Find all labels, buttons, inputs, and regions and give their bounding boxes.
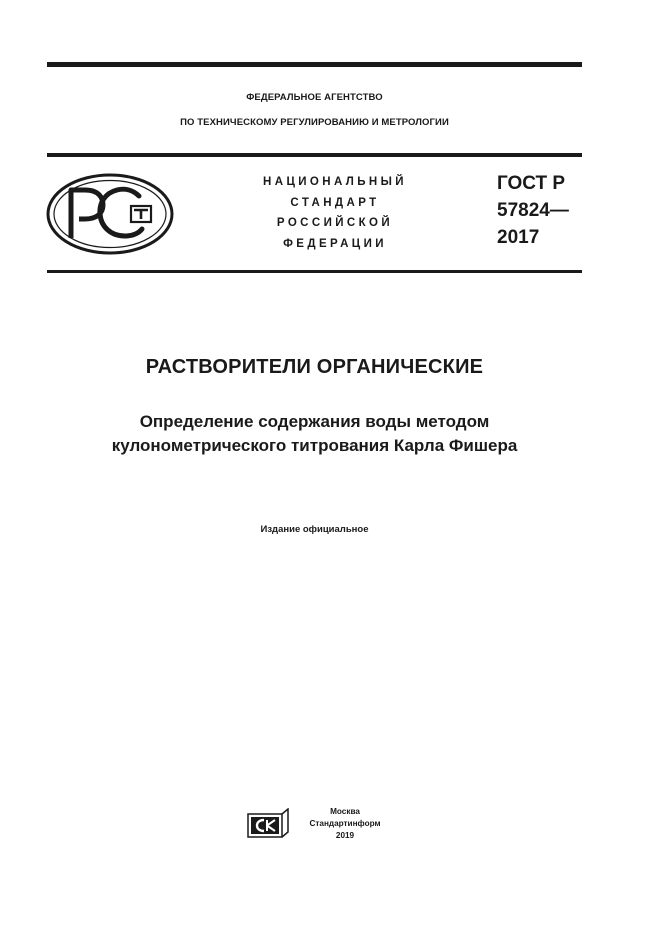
publication-year: 2019	[335, 831, 355, 840]
document-title: РАСТВОРИТЕЛИ ОРГАНИЧЕСКИЕ	[145, 356, 484, 378]
standard-kind-line: СТАНДАРТ	[290, 196, 380, 209]
top-rule	[47, 62, 582, 67]
standartinform-logo-icon	[247, 808, 289, 838]
agency-name-line-2: ПО ТЕХНИЧЕСКОМУ РЕГУЛИРОВАНИЮ И МЕТРОЛОГИИ	[180, 117, 449, 128]
standard-number-line: 57824—	[497, 200, 569, 221]
publisher-city: Москва	[330, 807, 360, 816]
standard-number	[497, 170, 569, 251]
standard-kind-line: РОССИЙСКОЙ	[276, 217, 394, 229]
standard-kind	[230, 172, 440, 254]
document-subtitle-line: кулонометрического титрования Карла Фишера	[111, 436, 518, 455]
document-subtitle	[47, 410, 582, 458]
agency-name-line-1: ФЕДЕРАЛЬНОЕ АГЕНТСТВО	[246, 92, 383, 103]
standard-kind-line: ФЕДЕРАЦИИ	[283, 237, 387, 250]
publisher-name: Стандартинформ	[309, 819, 381, 828]
edition-label: Издание официальное	[260, 524, 369, 535]
standard-number-line: 2017	[497, 227, 540, 248]
standard-number-line: ГОСТ Р	[497, 173, 566, 194]
standard-kind-line: НАЦИОНАЛЬНЫЙ	[263, 176, 407, 188]
publisher-info	[300, 806, 390, 842]
document-subtitle-line: Определение содержания воды методом	[139, 412, 490, 431]
rst-certification-mark-icon	[45, 172, 175, 256]
middle-rule	[47, 153, 582, 157]
bottom-rule	[47, 270, 582, 273]
